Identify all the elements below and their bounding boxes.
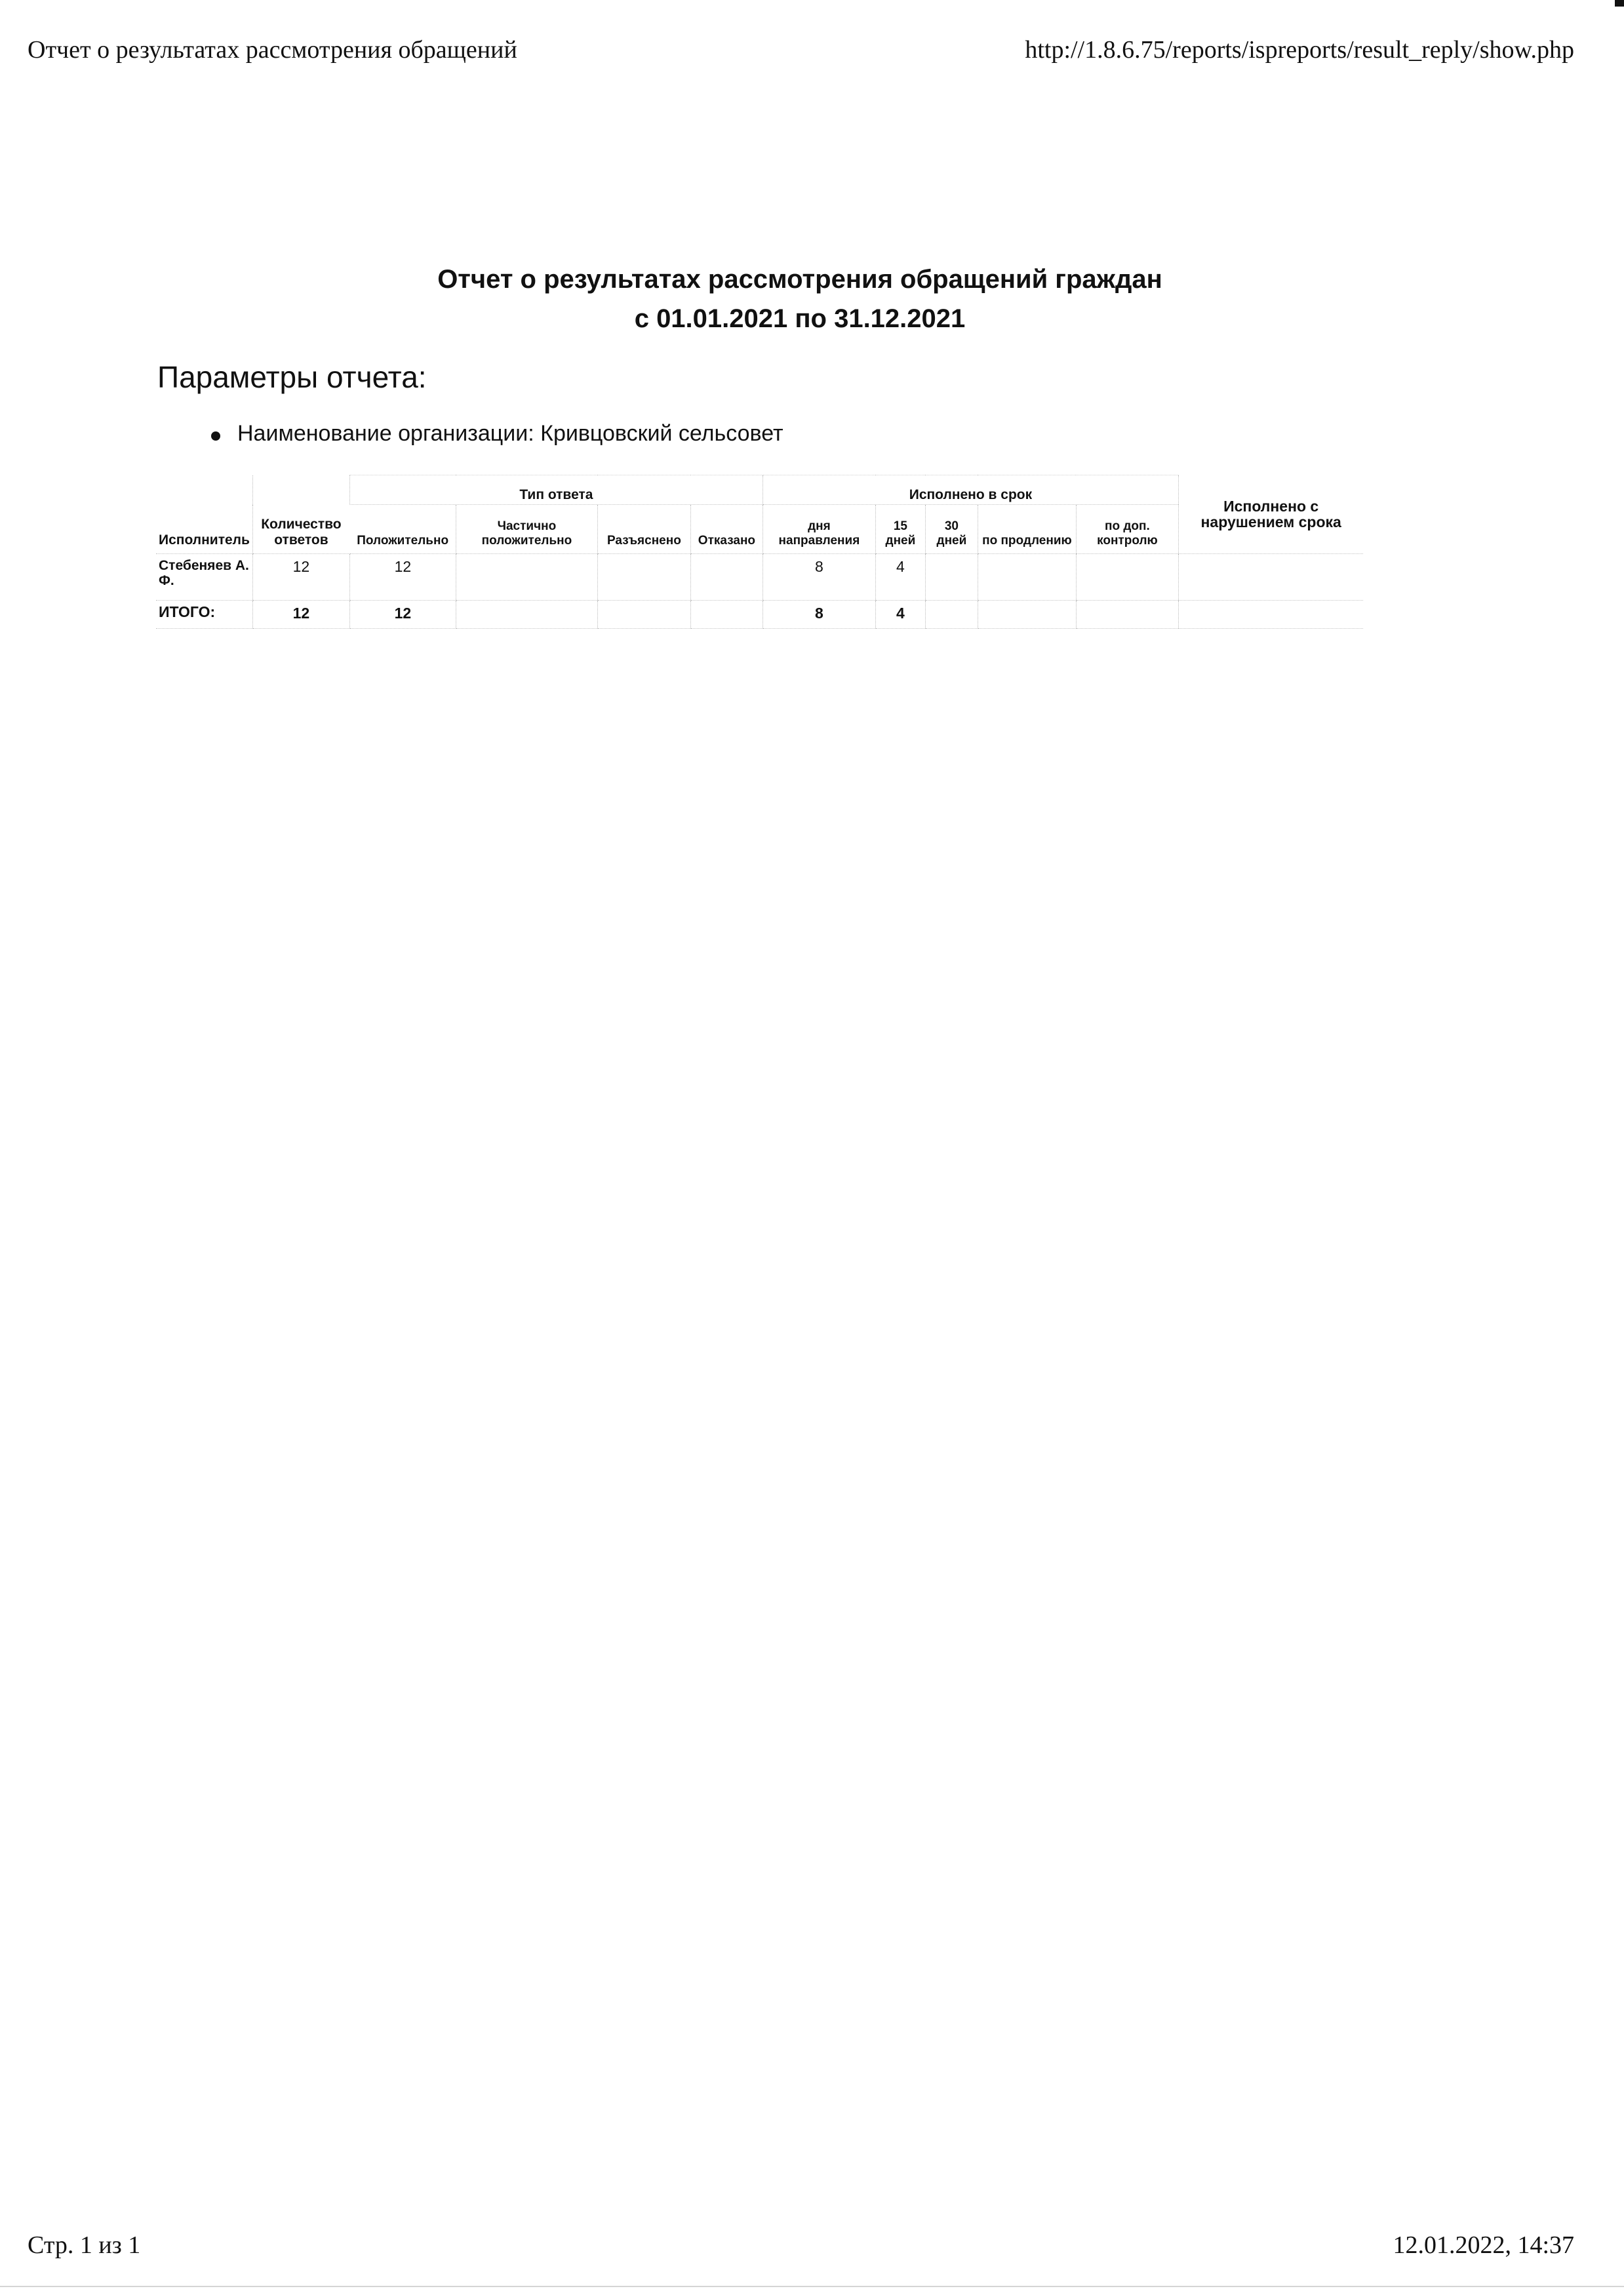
header-extra-control: по доп. контролю: [1076, 505, 1178, 554]
total-extension: [978, 601, 1076, 629]
report-table: [156, 475, 1363, 629]
total-days-referral: 8: [762, 601, 875, 629]
total-refused: [690, 601, 762, 629]
print-header-page-title: Отчет о результатах рассмотрения обращений: [28, 36, 517, 64]
total-15-days: 4: [875, 601, 925, 629]
header-refused: Отказано: [690, 505, 762, 554]
print-footer-timestamp: 12.01.2022, 14:37: [1393, 2231, 1574, 2259]
cell-violation: [1178, 554, 1363, 601]
header-15-days: 15 дней: [875, 505, 925, 554]
header-positive: Положительно: [349, 505, 456, 554]
report-title: [0, 260, 1600, 338]
cell-answer-count: 12: [252, 554, 349, 601]
cell-days-referral: 8: [762, 554, 875, 601]
bottom-rule: [0, 2286, 1624, 2287]
page-edge-mark: [1615, 0, 1624, 7]
cell-executor: Стебеняев А. Ф.: [156, 554, 252, 601]
print-header-url: http://1.8.6.75/reports/ispreports/result_reply/show.php: [1025, 36, 1574, 64]
header-partially-positive: Частично положительно: [456, 505, 597, 554]
params-heading: Параметры отчета:: [157, 360, 427, 394]
header-extension: по продлению: [978, 505, 1076, 554]
params-list-item: Наименование организации: Кривцовский сельсовет: [211, 421, 783, 447]
report-title-line: Отчет о результатах рассмотрения обращений граждан: [437, 265, 1162, 294]
cell-extra-control: [1076, 554, 1178, 601]
header-30-days: 30 дней: [925, 505, 978, 554]
cell-refused: [690, 554, 762, 601]
print-footer-page-counter: Стр. 1 из 1: [28, 2231, 141, 2259]
total-30-days: [925, 601, 978, 629]
header-answer-count: Количество ответов: [252, 475, 349, 554]
header-violation: Исполнено с нарушением срока: [1178, 475, 1363, 554]
total-explained: [597, 601, 690, 629]
total-label: ИТОГО:: [156, 601, 252, 629]
header-days-referral: дня направления: [762, 505, 875, 554]
cell-30-days: [925, 554, 978, 601]
cell-partially-positive: [456, 554, 597, 601]
header-explained: Разъяснено: [597, 505, 690, 554]
total-answer-count: 12: [252, 601, 349, 629]
header-group-on-time: Исполнено в срок: [762, 475, 1178, 505]
params-list: [211, 421, 783, 447]
total-violation: [1178, 601, 1363, 629]
cell-explained: [597, 554, 690, 601]
header-executor: Исполнитель: [156, 475, 252, 554]
header-group-answer-type: Тип ответа: [349, 475, 762, 505]
table-total-row: [156, 601, 1363, 629]
total-extra-control: [1076, 601, 1178, 629]
total-positive: 12: [349, 601, 456, 629]
table-row: [156, 554, 1363, 601]
cell-positive: 12: [349, 554, 456, 601]
cell-extension: [978, 554, 1076, 601]
cell-15-days: 4: [875, 554, 925, 601]
total-partially-positive: [456, 601, 597, 629]
table-group-header-row: [156, 475, 1363, 505]
report-period-line: с 01.01.2021 по 31.12.2021: [634, 304, 966, 333]
